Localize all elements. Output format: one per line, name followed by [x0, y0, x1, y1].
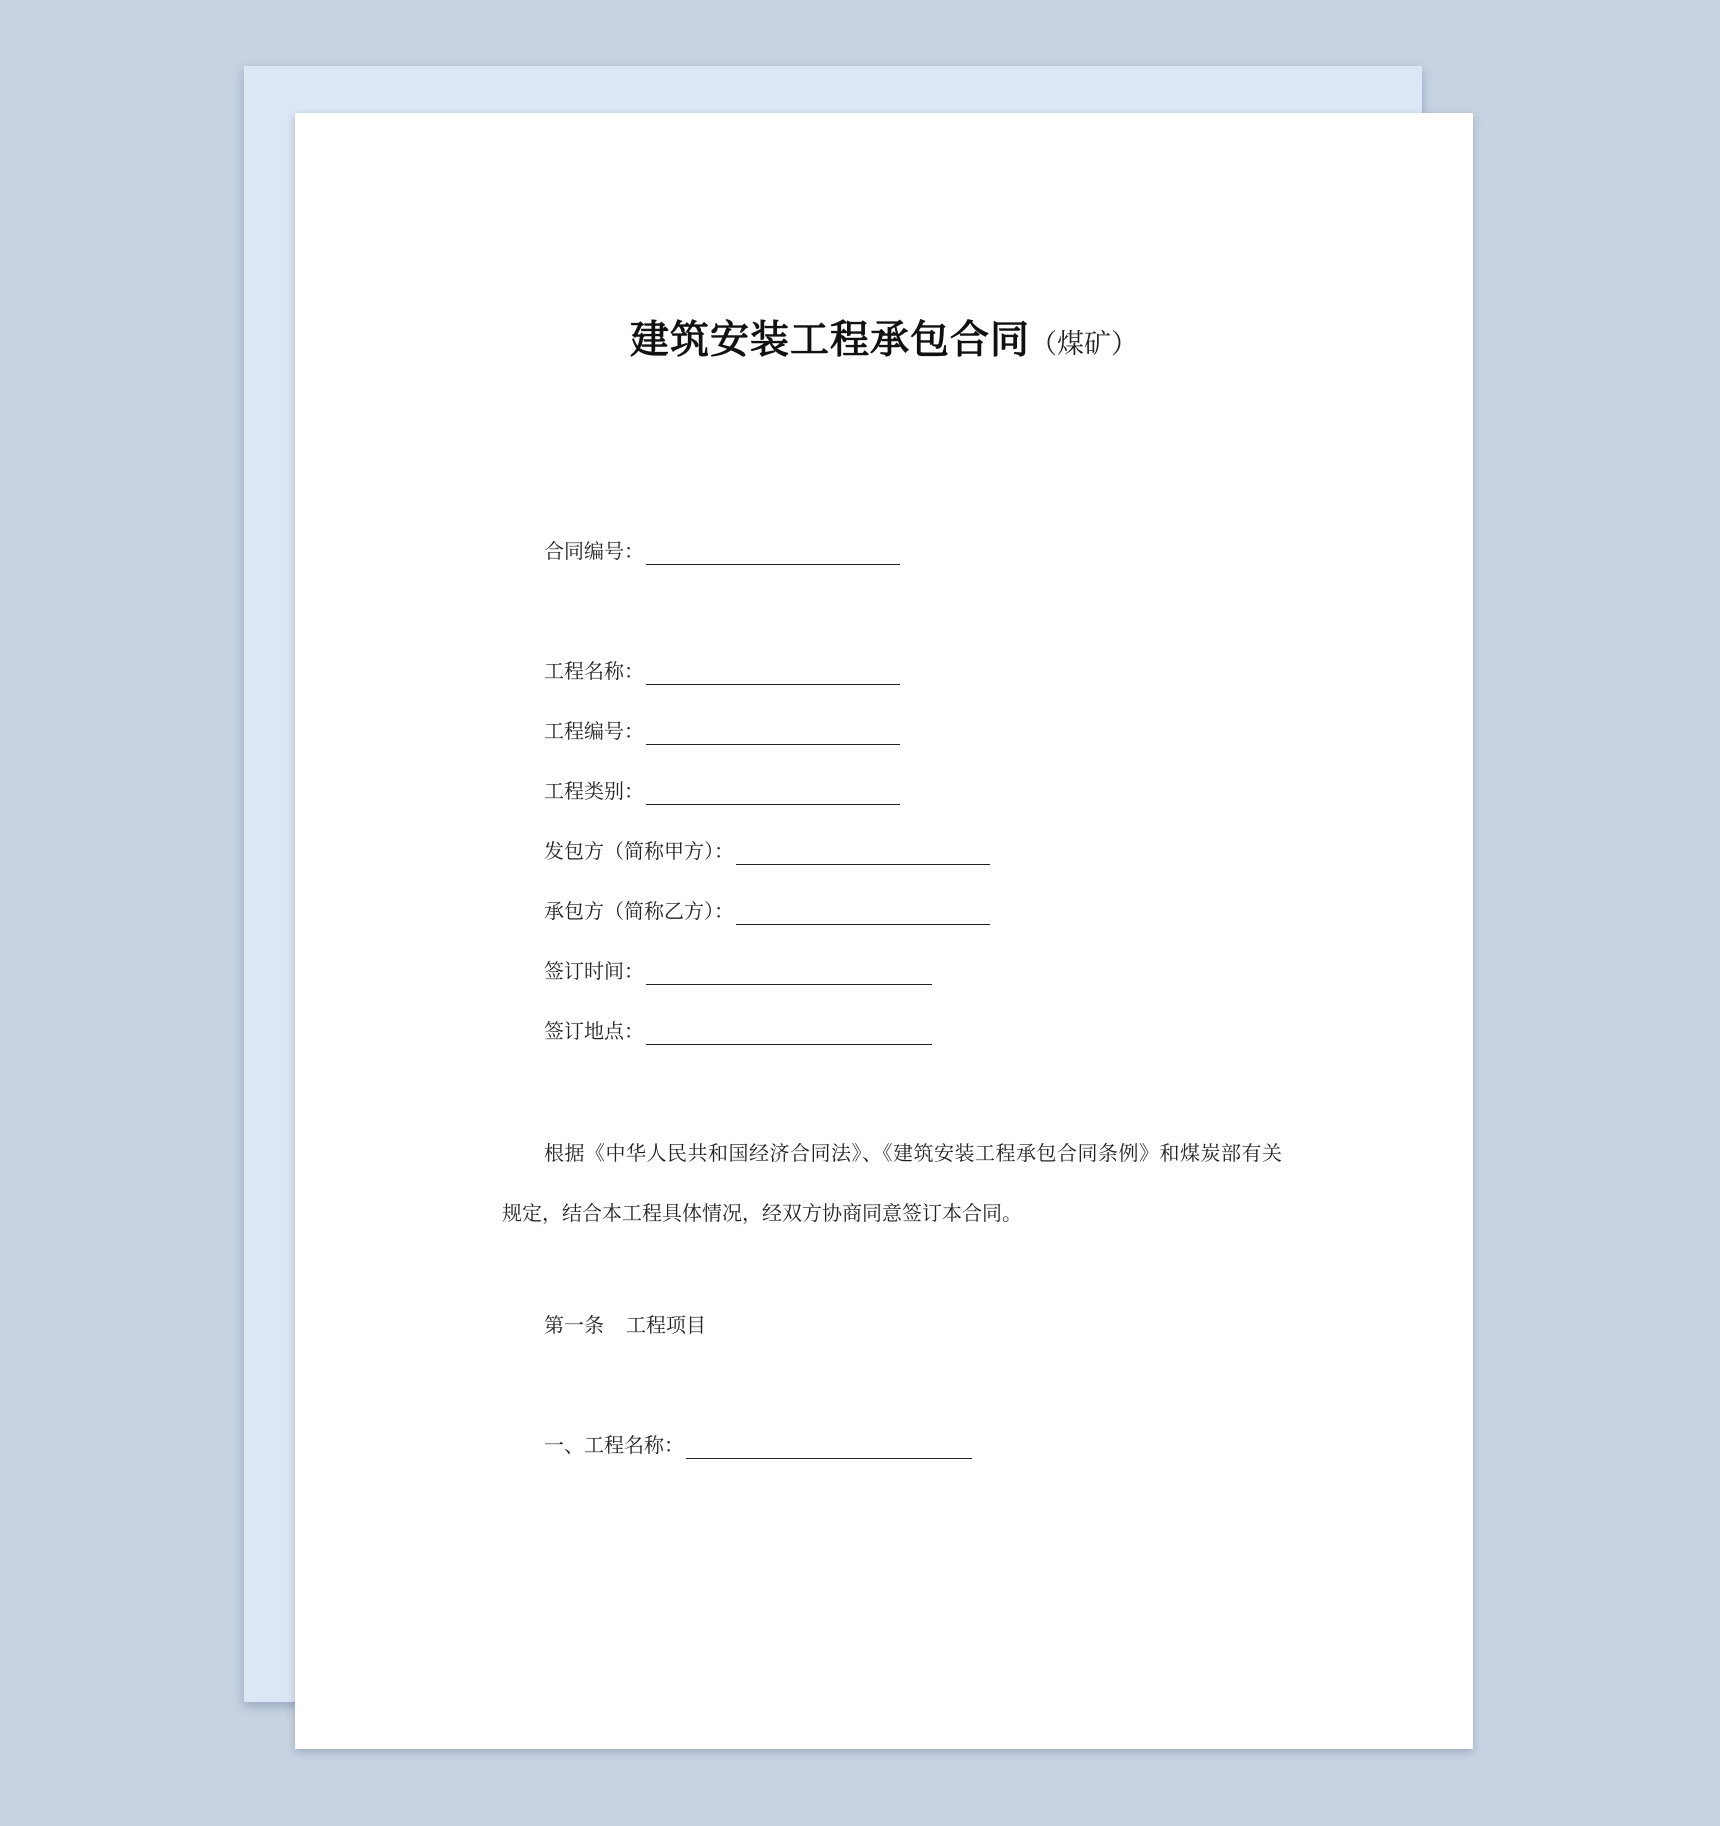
signing-place-field — [544, 1017, 932, 1045]
intro-paragraph: 根据《中华人民共和国经济合同法》、《建筑安装工程承包合同条例》和煤炭部有关规定，结合本工程具体情况，经双方协商同意签订本合同。 — [502, 1141, 1282, 1225]
signing-time-field — [544, 957, 932, 985]
contract-number-field — [544, 537, 900, 565]
project-number-blank — [646, 720, 900, 745]
item-1-project-name-blank — [686, 1434, 972, 1459]
party-a-blank — [736, 840, 990, 865]
project-category-blank — [646, 780, 900, 805]
signing-time-blank — [646, 960, 932, 985]
item-1-project-name-field — [544, 1431, 972, 1459]
field-label: 承包方（简称乙方）： — [544, 899, 734, 923]
project-number-field — [544, 717, 900, 745]
field-label: 签订地点： — [544, 1019, 644, 1043]
party-b-blank — [736, 900, 990, 925]
party-b-field — [544, 897, 990, 925]
party-a-field — [544, 837, 990, 865]
signing-place-blank — [646, 1020, 932, 1045]
document-title — [295, 309, 1473, 365]
field-label: 工程类别： — [544, 779, 644, 803]
field-label: 合同编号： — [544, 539, 644, 563]
field-label: 工程名称： — [544, 659, 644, 683]
contract-page — [295, 113, 1473, 1749]
document-title-main: 建筑安装工程承包合同 — [629, 318, 1030, 363]
field-label: 工程编号： — [544, 719, 644, 743]
field-label: 一、工程名称： — [544, 1433, 684, 1457]
field-label: 签订时间： — [544, 959, 644, 983]
project-name-field — [544, 657, 900, 685]
article-title: 工程项目 — [626, 1313, 706, 1337]
project-name-blank — [646, 660, 900, 685]
field-label: 发包方（简称甲方）： — [544, 839, 734, 863]
document-title-sub: （煤矿） — [1030, 329, 1138, 360]
contract-number-blank — [646, 540, 900, 565]
article-1-heading — [544, 1311, 706, 1339]
article-number: 第一条 — [544, 1313, 604, 1337]
project-category-field — [544, 777, 900, 805]
